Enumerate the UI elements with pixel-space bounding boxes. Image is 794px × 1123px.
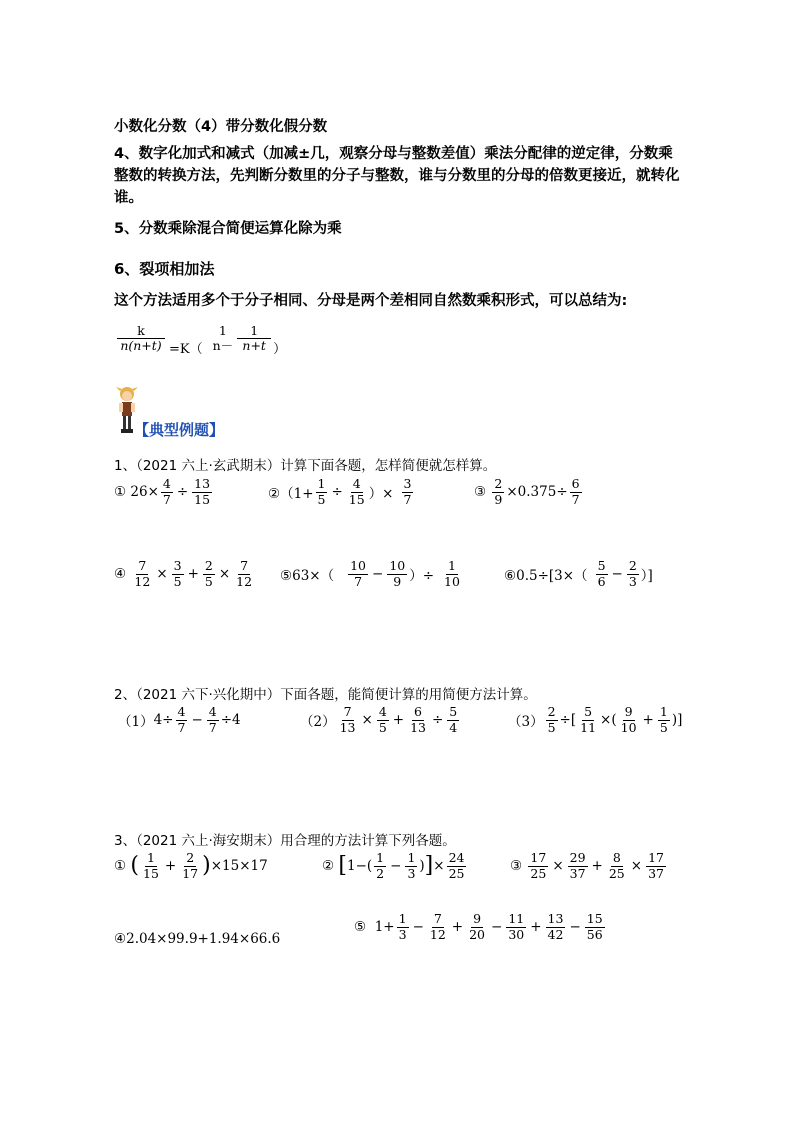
q3-problem-4: ④2.04×99.9+1.94×66.6	[114, 931, 281, 947]
q2-problem-3: （3） $\frac{2}{5}$ ÷[ $\frac{5}{11}$ ×( $\frac{9}{10}$ + $\frac{1}{5}$ )]	[508, 704, 683, 735]
item-6-description: 这个方法适用多个于分子相同、分母是两个差相同自然数乘积形式，可以总结为:	[114, 293, 628, 309]
question-1-title: 1、（2021 六上·玄武期末）计算下面各题，怎样简便就怎样算。	[114, 458, 497, 474]
item-6-title: 6、裂项相加法	[114, 260, 215, 278]
q2-problem-1: （1） 4÷ $\frac{4}{7}$ − $\frac{4}{7}$ ÷4	[118, 704, 241, 735]
q3-problem-5: ⑤ 1+ $\frac{1}{3}$ − $\frac{7}{12}$ + $\frac{9}{20}$ − $\frac{11}{30}$ + $\frac{13}{42}$ − $\frac{15}{56}$	[354, 911, 603, 942]
formula-k-fraction: $\frac{k}{n(n+t)}$	[117, 325, 165, 353]
q3-problem-1: ① ( $\frac{1}{15}$ + $\frac{2}{17}$ ) ×15×17	[114, 850, 268, 881]
q1-problem-6: ⑥0.5÷[3×（ $\frac{5}{6}$ − $\frac{2}{3}$ ）]	[504, 558, 653, 589]
example-title: 【典型例题】	[134, 421, 225, 439]
q3-problem-2: ② [ 1−( $\frac{1}{2}$ − $\frac{1}{3}$ ) ] × $\frac{24}{25}$	[322, 850, 465, 881]
formula-fraction-2: $\frac{1}{n+t}$	[237, 325, 271, 353]
q1-problem-2: ②（1+ $\frac{1}{5}$ ÷ $\frac{4}{15}$ ）× $\frac{3}{7}$	[268, 476, 412, 507]
q1-problem-1: ① 26× $\frac{4}{7}$ ÷ $\frac{13}{15}$	[114, 476, 211, 507]
section-heading: 小数化分数（4）带分数化假分数	[114, 119, 328, 135]
q1-problem-3: ③ $\frac{2}{9}$ ×0.375÷ $\frac{6}{7}$	[474, 476, 580, 507]
item-4-text: 4、数字化加式和减式（加减±几，观察分母与整数差值）乘法分配律的逆定律，分数乘整数的转换方法，先判断分数里的分子与整数，谁与分数里的分母的倍数更接近，就转化谁。	[114, 146, 680, 206]
q1-problem-5: ⑤63×（ $\frac{10}{7}$ − $\frac{10}{9}$ ）÷ $\frac{1}{10}$	[280, 558, 460, 589]
split-term-formula: $\frac{k}{n(n+t)}$ =K（ 1 n－ $\frac{1}{n+t}$ ）	[115, 320, 286, 357]
question-3-title: 3、（2021 六上·海安期末）用合理的方法计算下列各题。	[114, 833, 456, 849]
q3-problem-3: ③ $\frac{17}{25}$ × $\frac{29}{37}$ + $\frac{8}{25}$ × $\frac{17}{37}$	[510, 850, 664, 881]
formula-fraction-1: 1 n－	[212, 323, 234, 353]
question-2-title: 2、（2021 六下·兴化期中）下面各题，能简便计算的用简便方法计算。	[114, 687, 537, 703]
q2-problem-2: （2） $\frac{7}{13}$ × $\frac{4}{5}$ + $\frac{6}{13}$ ÷ $\frac{5}{4}$	[300, 704, 458, 735]
item-5-text: 5、分数乘除混合简便运算化除为乘	[114, 221, 342, 237]
q1-problem-4: ④ $\frac{7}{12}$ × $\frac{3}{5}$ + $\frac{2}{5}$ × $\frac{7}{12}$	[114, 558, 253, 589]
